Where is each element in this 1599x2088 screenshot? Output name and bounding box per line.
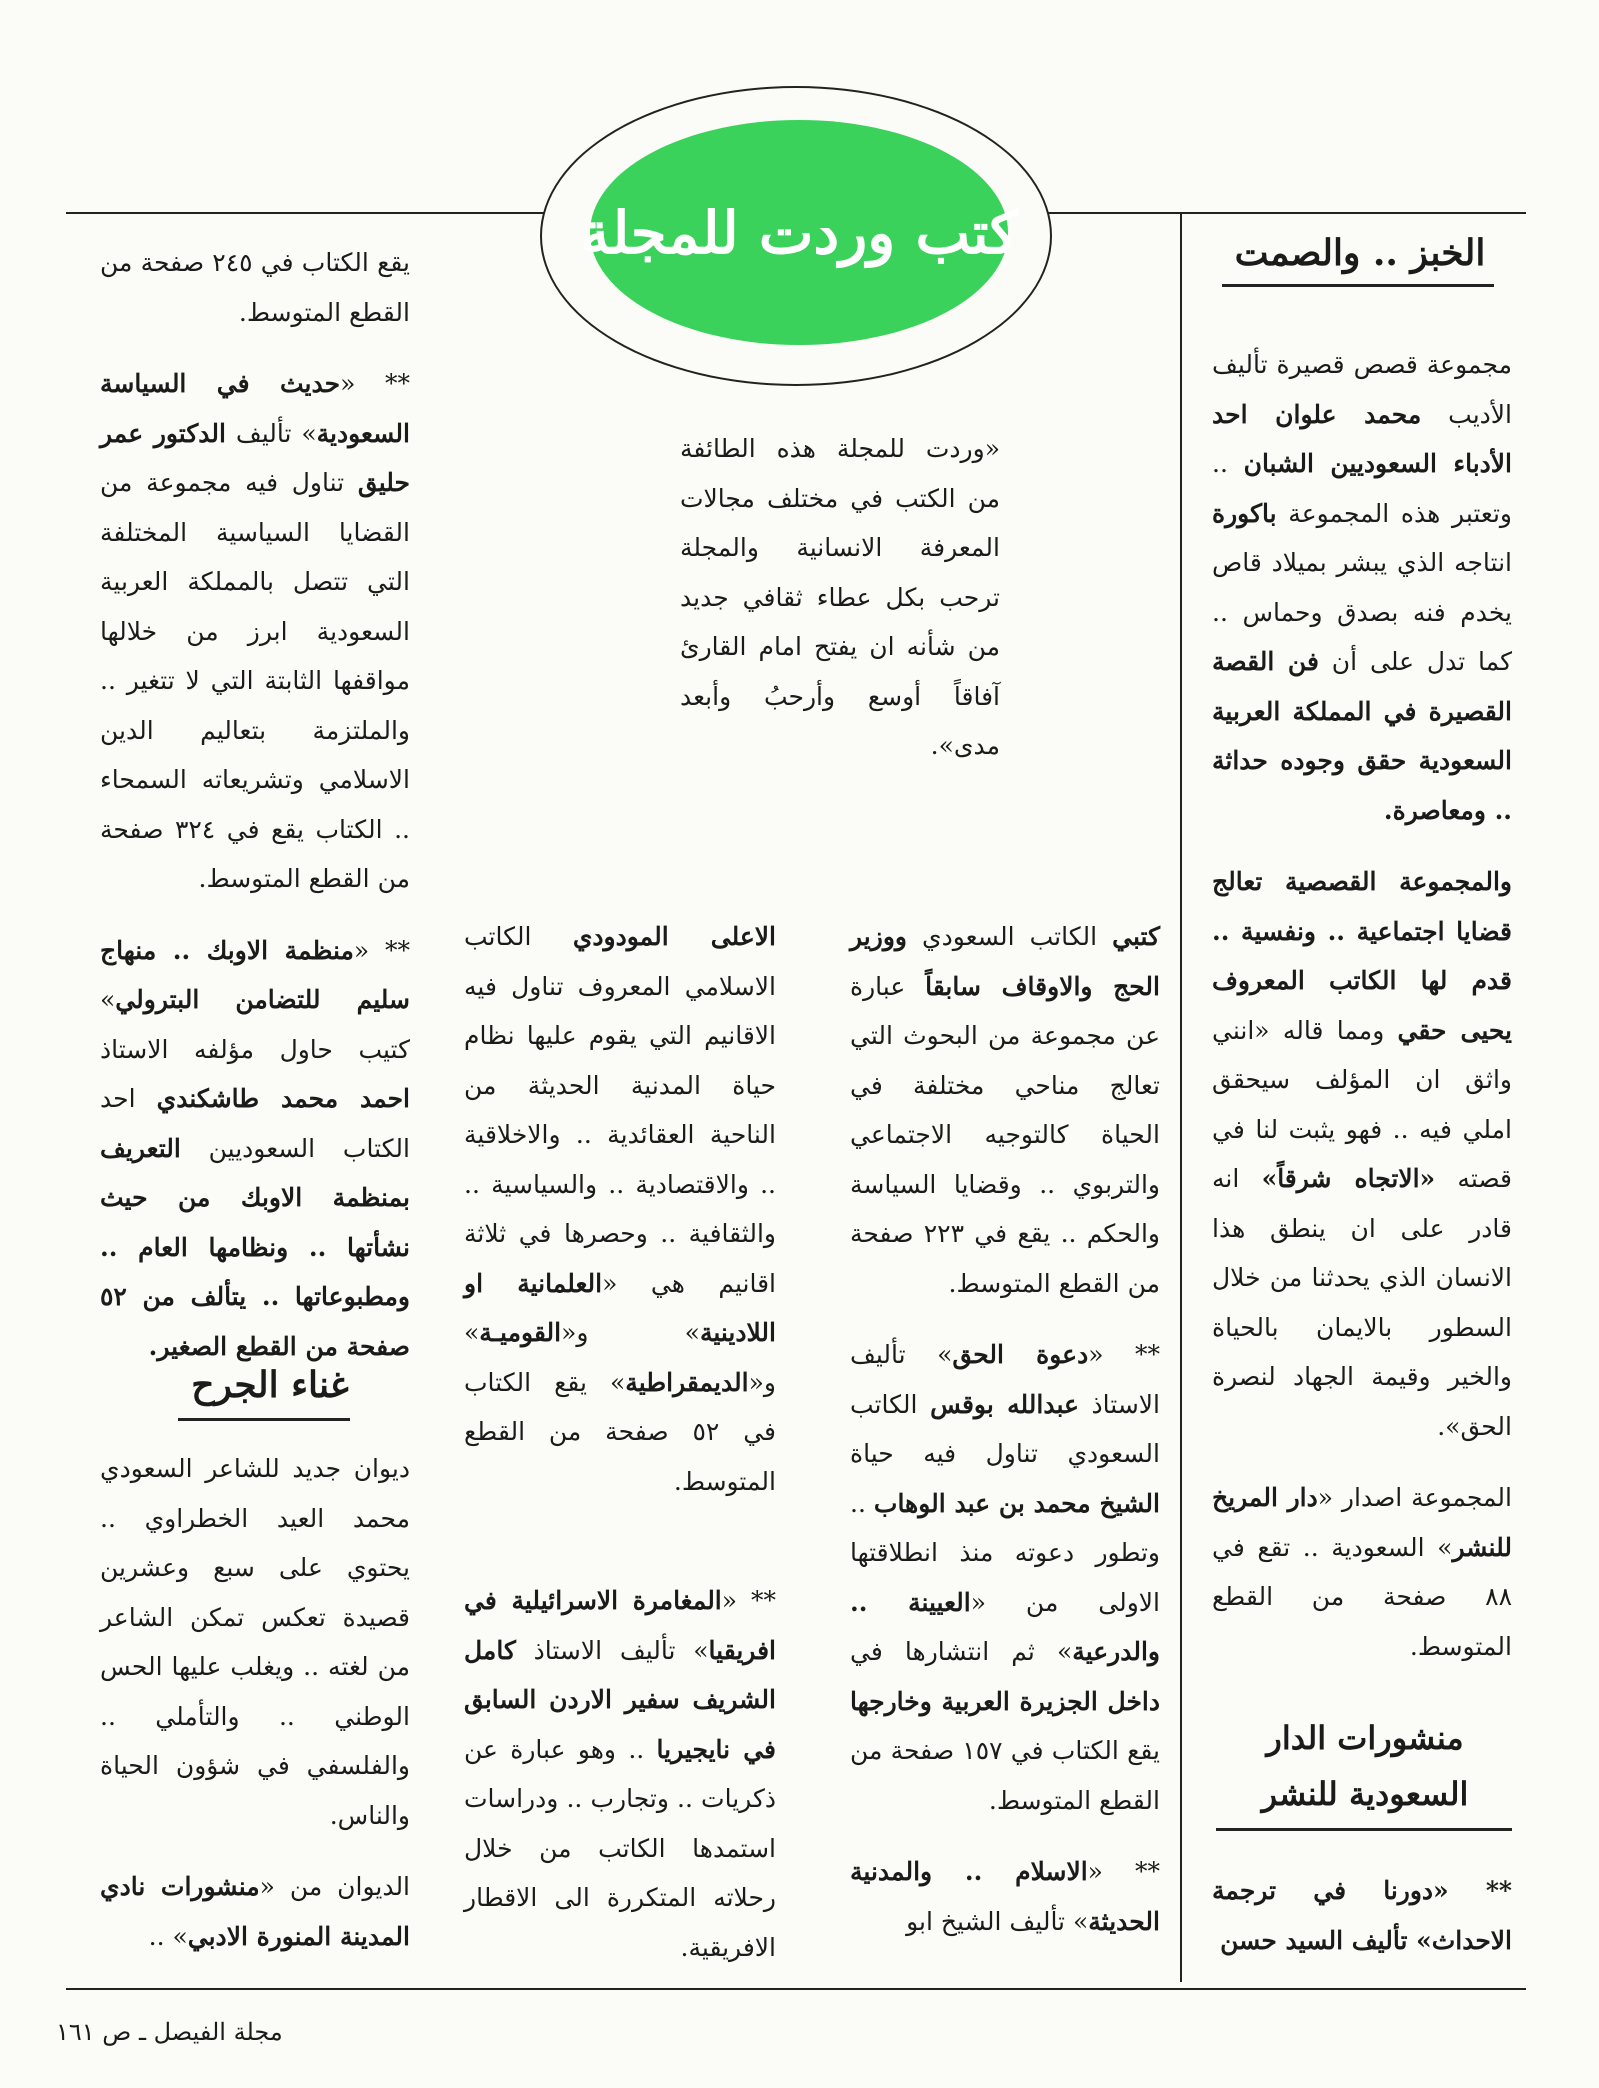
- column-4-part-2: [100, 1444, 410, 1984]
- paragraph: ديوان جديد للشاعر السعودي محمد العيد الخطراوي .. يحتوي على سبع وعشرين قصيدة تعكس تمكن الشاعر من لغته .. ويغلب عليها الحس الوطني .. والتأملي .. والفلسفي في شؤون الحياة والناس.: [100, 1454, 410, 1830]
- paragraph: ** «الاسلام .. والمدنية الحديثة» تأليف الشيخ ابو: [850, 1857, 1160, 1936]
- paragraph: ** «المغامرة الاسرائيلية في افريقيا» تأليف الاستاذ كامل الشريف سفير الاردن السابق في نايجيريا .. وهو عبارة عن ذكريات .. وتجارب .. ودراسات استمدها الكاتب من خلال رحلاته المتكررة الى الاقطار الافريقية.: [464, 1586, 776, 1962]
- section-title-bread-silence: الخبز .. والصمت: [1234, 232, 1486, 274]
- section-title-underline: [178, 1418, 350, 1421]
- column-3: [464, 912, 776, 1982]
- paragraph: المجموعة اصدار «دار المريخ للنشر» السعودية .. تقع في ٨٨ صفحة من القطع المتوسط.: [1212, 1483, 1512, 1661]
- page-footer: مجلة الفيصل ـ ص ١٦١: [56, 2018, 283, 2046]
- paragraph: مجموعة قصص قصيرة تأليف الأديب محمد علوان احد الأدباء السعوديين الشبان .. وتعتبر هذه المجموعة باكورة انتاجه الذي يبشر بميلاد قاص يخدم فنه بصدق وحماس .. كما تدل على أن فن القصة القصيرة في المملكة العربية السعودية حقق وجوده حداثة .. ومعاصرة.: [1212, 350, 1513, 825]
- paragraph: ** «منظمة الاوبك .. منهاج سليم للتضامن البترولي» كتيب حاول مؤلفه الاستاذ احمد محمد طاشكندي احد الكتاب السعوديين التعريف بمنظمة الاوبك من حيث نشأتها .. ونظامها العام .. ومطبوعاتها .. يتألف من ٥٢ صفحة من القطع الصغير.: [100, 935, 410, 1361]
- paragraph: ** «حديث في السياسة السعودية» تأليف الدكتور عمر حليق تناول فيه مجموعة من القضايا السياسية المختلفة التي تتصل بالمملكة العربية السعودية ابرز من خلالها مواقفها الثابتة التي لا تتغير .. والملتزمة بتعاليم الدين الاسلامي وتشريعاته السمحاء .. الكتاب يقع في ٣٢٤ صفحة من القطع المتوسط.: [100, 369, 411, 893]
- section-title-saudi-house: منشورات الدار السعودية للنشر: [1261, 1719, 1469, 1813]
- column-divider: [1180, 212, 1182, 1982]
- paragraph: ** «دعوة الحق» تأليف الاستاذ عبدالله بوقس الكاتب السعودي تناول فيه حياة الشيخ محمد بن عبد الوهاب .. وتطور دعوته منذ انطلاقتها الاولى من «العيينة .. والدرعية» ثم انتشارها في داخل الجزيرة العربية وخارجها يقع الكتاب في ١٥٧ صفحة من القطع المتوسط.: [850, 1340, 1160, 1815]
- section-title-underline: [1216, 1828, 1512, 1831]
- paragraph: يقع الكتاب في ٢٤٥ صفحة من القطع المتوسط.: [100, 248, 410, 327]
- column-2: [850, 912, 1160, 1982]
- section-title-underline: [1222, 284, 1494, 287]
- top-rule-right: [1026, 212, 1526, 214]
- paragraph: الاعلى المودودي الكاتب الاسلامي المعروف تناول فيه الاقانيم التي يقوم عليها نظام حياة المدنية الحديثة من الناحية العقائدية .. والاخلاقية .. والاقتصادية .. والسياسية .. والثقافية .. وحصرها في ثلاثة اقانيم هي «العلمانية او اللادينية» و«القوميـة» و«الديمقراطية» يقع الكتاب في ٥٢ صفحة من القطع المتوسط.: [464, 922, 776, 1496]
- column-1-part-2: [1212, 1866, 1512, 1976]
- header-green-oval: [580, 120, 1018, 345]
- column-1-part-1: [1212, 340, 1512, 1670]
- bottom-rule: [66, 1988, 1526, 1990]
- top-rule-left: [66, 212, 570, 214]
- paragraph: ** «دورنا في ترجمة الاحداث» تأليف السيد حسن: [1212, 1876, 1512, 1955]
- intro-text: «وردت للمجلة هذه الطائفة من الكتب في مختلف مجالات المعرفة الانسانية والمجلة ترحب بكل عطاء ثقافي جديد من شأنه ان يفتح امام القارئ آفاقاً أوسع وأرحبُ وأبعد مدى».: [680, 434, 1000, 760]
- column-4-part-1: [100, 238, 411, 1361]
- section-title-wound-song: غناء الجرح: [191, 1364, 349, 1406]
- page-title: كتب وردت للمجلة: [580, 198, 1018, 267]
- paragraph: كتبي الكاتب السعودي ووزير الحج والاوقاف سابقاً عبارة عن مجموعة من البحوث التي تعالج مناحي مختلفة في الحياة كالتوجيه الاجتماعي والتربوي .. وقضايا السياسة والحكم .. يقع في ٢٢٣ صفحة من القطع المتوسط.: [850, 922, 1160, 1298]
- paragraph: الديوان من «منشورات نادي المدينة المنورة الادبي» ..: [100, 1872, 411, 1951]
- paragraph: والمجموعة القصصية تعالج قضايا اجتماعية .. ونفسية .. قدم لها الكاتب المعروف يحيى حقي ومما قاله «انني واثق ان المؤلف سيحقق املي فيه .. فهو يثبت لنا في قصته «الاتجاه شرقاً» انه قادر على ان ينطق هذا الانسان الذي يحدثنا من خلال السطور بالايمان بالحياة والخير وقيمة الجهاد لنصرة الحق».: [1212, 867, 1512, 1441]
